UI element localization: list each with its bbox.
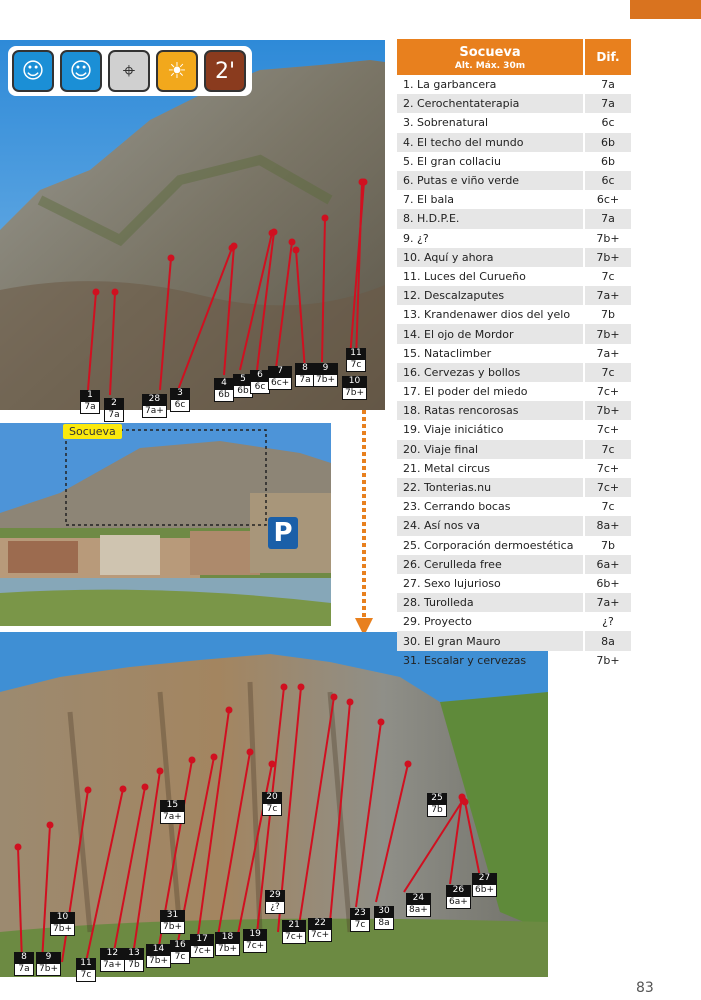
route-tag-grade: 7c [350, 919, 370, 932]
route-tag [36, 952, 61, 976]
route-grade: 6c [583, 171, 631, 190]
table-row [397, 363, 631, 382]
route-name: 10. Aquí y ahora [397, 248, 583, 267]
route-tag-grade: 7b+ [342, 387, 367, 400]
route-tag-grade: 6c [170, 399, 190, 412]
route-grade: 7b [583, 536, 631, 555]
route-grade: 8a+ [583, 516, 631, 535]
route-tag-number: 7 [268, 366, 292, 377]
route-tag-number: 28 [142, 394, 167, 405]
route-grade: 6b [583, 133, 631, 152]
route-tag-grade: 7a+ [100, 959, 125, 972]
route-name: 3. Sobrenatural [403, 116, 489, 130]
route-tag [146, 944, 171, 968]
climber-summer-icon: ☺ [12, 50, 54, 92]
route-tag-number: 20 [262, 792, 282, 803]
route-anchor [247, 749, 254, 756]
route-name: 12. Descalzaputes [397, 286, 583, 305]
table-row [397, 286, 631, 305]
route-grade: 7c [583, 440, 631, 459]
route-name: 28. Turolleda [397, 593, 583, 612]
route-name: 7. El bala [403, 193, 455, 207]
route-tag-grade: 6b [214, 389, 234, 402]
route-tag [295, 363, 315, 387]
route-tag-grade: 6a+ [446, 896, 471, 909]
dashed-arrow-icon [355, 410, 373, 638]
route-tag [170, 388, 190, 412]
route-grade: 7c+ [583, 382, 631, 401]
route-tag [243, 929, 267, 953]
route-tag [313, 363, 338, 387]
route-tag [104, 398, 124, 422]
table-row [397, 612, 631, 631]
route-tag-grade: 8a+ [406, 904, 431, 917]
route-name: 14. El ojo de Mordor [397, 324, 583, 343]
route-name: 9. ¿? [403, 231, 429, 245]
route-tag-grade: 7b+ [36, 963, 61, 976]
page-number: 83 [636, 980, 654, 996]
route-name: 26. Cerulleda free [397, 555, 583, 574]
table-row [397, 440, 631, 459]
table-row [397, 459, 631, 478]
route-anchor [85, 787, 92, 794]
route-anchor [189, 757, 196, 764]
table-row [397, 113, 631, 132]
table-row [397, 574, 631, 593]
route-grade: 7a+ [583, 344, 631, 363]
route-tag-number: 11 [76, 958, 96, 969]
route-tag-number: 25 [427, 793, 447, 804]
route-grade: 7b+ [583, 248, 631, 267]
route-grade: ¿? [583, 612, 631, 631]
route-tag-grade: 6b+ [472, 884, 497, 897]
route-name: 6. Putas e viño verde [397, 171, 583, 190]
route-grade: 7a+ [583, 593, 631, 612]
grade-header: Dif. [583, 39, 631, 75]
route-grade: 6c+ [583, 190, 631, 209]
route-tag [342, 376, 367, 400]
route-anchor [378, 719, 385, 726]
route-grade: 7b+ [583, 401, 631, 420]
table-row [397, 324, 631, 343]
route-tag-number: 15 [160, 800, 185, 811]
table-row [397, 382, 631, 401]
route-tag-number: 3 [170, 388, 190, 399]
table-row [397, 305, 631, 324]
route-tag [446, 885, 471, 909]
route-grade: 7b+ [583, 229, 631, 248]
route-tag [215, 932, 240, 956]
route-tag-number: 31 [160, 910, 185, 921]
route-table [397, 39, 631, 670]
route-tag-number: 22 [308, 918, 332, 929]
sector-name: Socueva [459, 45, 521, 60]
route-tag [427, 793, 447, 817]
approach-walk-icon: 2' [204, 50, 246, 92]
route-tag [214, 378, 234, 402]
route-tag [374, 906, 394, 930]
route-anchor [322, 215, 329, 222]
route-tag-number: 24 [406, 893, 431, 904]
table-row [397, 94, 631, 113]
route-tag-grade: 7a [14, 963, 34, 976]
route-tag [250, 370, 270, 394]
route-tag-number: 13 [124, 948, 144, 959]
route-tag-number: 10 [50, 912, 75, 923]
table-row [397, 248, 631, 267]
route-tag [80, 390, 100, 414]
route-grade: 7c [583, 267, 631, 286]
route-anchor [347, 699, 354, 706]
route-tag-number: 8 [14, 952, 34, 963]
route-tag-number: 18 [215, 932, 240, 943]
route-tag-number: 6 [250, 370, 270, 381]
route-tag [14, 952, 34, 976]
route-tag-number: 23 [350, 908, 370, 919]
route-tag-number: 12 [100, 948, 125, 959]
route-tag-grade: 7c [262, 803, 282, 816]
table-row [397, 401, 631, 420]
route-tag-grade: 7c [76, 969, 96, 982]
table-row [397, 75, 631, 94]
table-row [397, 229, 631, 248]
route-tag-number: 21 [282, 920, 306, 931]
table-row [397, 631, 631, 650]
route-name: 1. La garbancera [403, 78, 497, 92]
route-anchor [157, 768, 164, 775]
route-name: 2. Cerochentaterapia [397, 94, 583, 113]
route-tag-number: 2 [104, 398, 124, 409]
route-tag-grade: 7b+ [313, 374, 338, 387]
route-grade: 8a [583, 631, 631, 650]
route-tag-number: 29 [265, 890, 285, 901]
route-grade: 7a [583, 209, 631, 228]
route-tag-number: 1 [80, 390, 100, 401]
table-row [397, 516, 631, 535]
table-row [397, 536, 631, 555]
route-tag [160, 910, 185, 934]
route-anchor [168, 255, 175, 262]
route-tag [100, 948, 125, 972]
route-grade: 7a [583, 75, 631, 94]
route-tag-grade: 6c [250, 381, 270, 394]
route-tag-number: 27 [472, 873, 497, 884]
table-row [397, 190, 631, 209]
route-tag [170, 940, 190, 964]
route-grade: 6b [583, 152, 631, 171]
route-tag [124, 948, 144, 972]
route-name: 11. Luces del Curueño [403, 269, 526, 283]
route-tag-grade: 7a [295, 374, 315, 387]
route-tag-grade: 6b [233, 385, 253, 398]
route-anchor [462, 799, 469, 806]
table-row [397, 344, 631, 363]
route-anchor [226, 707, 233, 714]
route-name: 30. El gran Mauro [397, 631, 583, 650]
route-tag-grade: 7a+ [160, 811, 185, 824]
route-anchor [298, 684, 305, 691]
route-tag-grade: 7b+ [146, 955, 171, 968]
route-tag [346, 348, 366, 372]
route-tag-number: 8 [295, 363, 315, 374]
route-tag-grade: 7b+ [215, 943, 240, 956]
route-anchor [93, 289, 100, 296]
table-row [397, 267, 631, 286]
route-grade: 7a [583, 94, 631, 113]
route-tag [265, 890, 285, 914]
route-name: 25. Corporación dermoestética [403, 538, 574, 552]
route-name: 24. Así nos va [397, 516, 583, 535]
route-anchor [331, 694, 338, 701]
route-grade: 7c+ [583, 459, 631, 478]
route-tag-grade: 7a [104, 409, 124, 422]
route-tag-grade: 7b [427, 804, 447, 817]
route-anchor [359, 179, 366, 186]
route-anchor [112, 289, 119, 296]
route-tag-grade: 6c+ [268, 377, 292, 390]
table-row [397, 133, 631, 152]
route-name: 20. Viaje final [397, 440, 583, 459]
route-grade: 6a+ [583, 555, 631, 574]
route-tag [190, 934, 214, 958]
route-tag-grade: 7b+ [50, 923, 75, 936]
route-name: 18. Ratas rencorosas [397, 401, 583, 420]
route-tag-grade: 7c [346, 359, 366, 372]
route-anchor [405, 761, 412, 768]
route-name: 29. Proyecto [403, 615, 472, 629]
sun-shade-icon: ☀ [156, 50, 198, 92]
route-tag-number: 19 [243, 929, 267, 940]
sector-map-label: Socueva [63, 424, 122, 439]
route-anchor [271, 229, 278, 236]
route-tag-number: 9 [313, 363, 338, 374]
route-tag-grade: 7c+ [282, 931, 306, 944]
route-anchor [15, 844, 22, 851]
route-tag-number: 17 [190, 934, 214, 945]
route-tag-number: 4 [214, 378, 234, 389]
route-tag [142, 394, 167, 418]
route-name: 16. Cervezas y bollos [397, 363, 583, 382]
route-tag-grade: 7c+ [308, 929, 332, 942]
route-tag-number: 9 [36, 952, 61, 963]
route-tag-number: 30 [374, 906, 394, 917]
route-anchor [293, 247, 300, 254]
route-name: 22. Tonterias.nu [397, 478, 583, 497]
route-grade: 6c [583, 113, 631, 132]
route-name: 17. El poder del miedo [403, 385, 528, 399]
route-tag-grade: 7c [170, 951, 190, 964]
route-anchor [231, 243, 238, 250]
route-tag [406, 893, 431, 917]
route-tag-number: 14 [146, 944, 171, 955]
route-grade: 7b+ [583, 651, 631, 670]
table-row [397, 171, 631, 190]
route-anchor [281, 684, 288, 691]
route-tag-grade: 7c+ [190, 945, 214, 958]
route-tag-grade: 8a [374, 917, 394, 930]
page-corner-tab [630, 0, 701, 19]
route-grade: 7a+ [583, 286, 631, 305]
route-name: 5. El gran collaciu [403, 154, 501, 168]
route-name: 4. El techo del mundo [397, 133, 583, 152]
table-row [397, 152, 631, 171]
route-tag [472, 873, 497, 897]
table-row [397, 555, 631, 574]
route-grade: 6b+ [583, 574, 631, 593]
route-tag-grade: 7a [80, 401, 100, 414]
table-header-sector [397, 39, 583, 75]
route-grade: 7c+ [583, 420, 631, 439]
route-tag-grade: 7b+ [160, 921, 185, 934]
route-name: 13. Krandenawer dios del yelo [403, 308, 571, 322]
route-grade: 7b [583, 305, 631, 324]
route-anchor [211, 754, 218, 761]
route-anchor [120, 786, 127, 793]
route-tag-grade: 7b [124, 959, 144, 972]
route-tag-number: 11 [346, 348, 366, 359]
route-anchor [47, 822, 54, 829]
table-row [397, 209, 631, 228]
icon-strip [8, 46, 252, 96]
route-anchor [289, 239, 296, 246]
route-tag [160, 800, 185, 824]
parking-sign: P [268, 517, 298, 549]
route-tag-number: 5 [233, 374, 253, 385]
compass-icon: ⌖ [108, 50, 150, 92]
route-tag [262, 792, 282, 816]
route-name: 31. Escalar y cervezas [403, 653, 527, 667]
route-tag [268, 366, 292, 390]
route-tag [282, 920, 306, 944]
route-tag-number: 26 [446, 885, 471, 896]
route-tag [50, 912, 75, 936]
table-row [397, 420, 631, 439]
route-tag-grade: 7c+ [243, 940, 267, 953]
route-name: 8. H.D.P.E. [397, 209, 583, 228]
route-name: 23. Cerrando bocas [403, 500, 511, 514]
route-grade: 7b+ [583, 324, 631, 343]
route-grade: 7c+ [583, 478, 631, 497]
route-tag [308, 918, 332, 942]
route-tag-number: 16 [170, 940, 190, 951]
sector-subtitle: Alt. Máx. 30m [454, 61, 526, 71]
table-row [397, 593, 631, 612]
route-name: 21. Metal circus [403, 461, 490, 475]
route-tag [76, 958, 96, 982]
route-name: 27. Sexo lujurioso [403, 576, 501, 590]
table-row [397, 497, 631, 516]
route-grade: 7c [583, 363, 631, 382]
table-row [397, 478, 631, 497]
table-row [397, 651, 631, 670]
route-anchor [142, 784, 149, 791]
route-tag-grade: ¿? [265, 901, 285, 914]
route-tag-number: 10 [342, 376, 367, 387]
route-grade: 7c [583, 497, 631, 516]
climber-winter-icon: ☺ [60, 50, 102, 92]
route-tag-grade: 7a+ [142, 405, 167, 418]
route-tag [350, 908, 370, 932]
route-name: 19. Viaje iniciático [403, 423, 504, 437]
route-name: 15. Nataclimber [403, 346, 492, 360]
